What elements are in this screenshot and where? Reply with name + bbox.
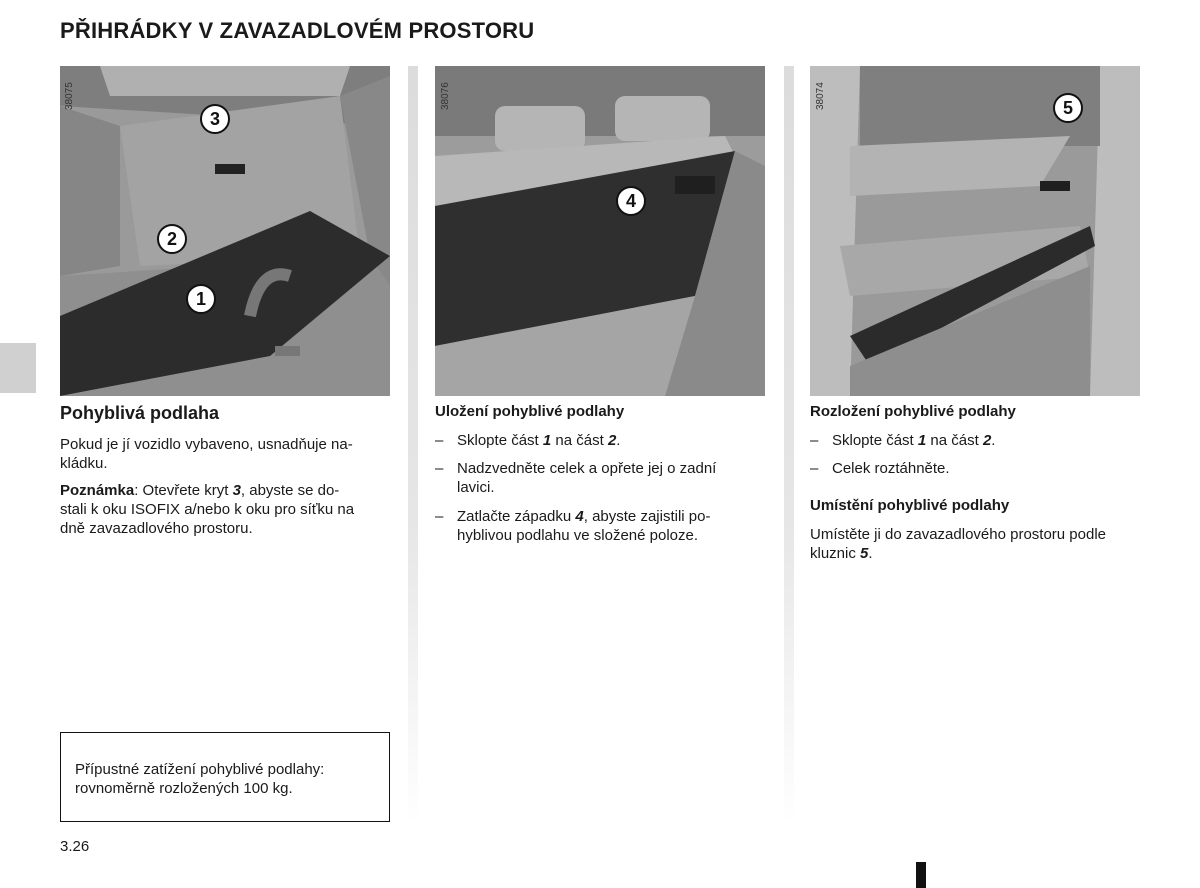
text-line: dně zavazadlového prostoru.	[60, 520, 253, 537]
callout-4: 4	[616, 186, 646, 216]
placement-paragraph	[810, 525, 1140, 563]
note-paragraph	[60, 481, 390, 538]
list-dash: –	[810, 432, 819, 449]
section-heading: Rozložení pohyblivé podlahy	[810, 403, 1016, 420]
list-dash: –	[435, 460, 444, 477]
list-dash: –	[435, 432, 444, 449]
callout-2: 2	[157, 224, 187, 254]
trunk-photo-3	[810, 66, 1140, 396]
note-label: Poznámka	[60, 482, 135, 499]
callout-3: 3	[200, 104, 230, 134]
list-item: – Sklopte část 1 na část 2.	[435, 432, 621, 449]
trunk-photo-2	[435, 66, 765, 396]
page-marker	[916, 862, 926, 888]
section-heading: Uložení pohyblivé podlahy	[435, 403, 625, 420]
section-heading: Umístění pohyblivé podlahy	[810, 497, 1010, 514]
list-item: – Nadzvedněte celek a opřete jej o zadní lavici.	[435, 460, 717, 496]
column-separator	[784, 66, 794, 826]
section-tab	[0, 343, 36, 393]
list-item: – Zatlačte západku 4, abyste zajistili po- hyblivou podlahu ve složené poloze.	[435, 508, 711, 544]
text-line: Pokud je jí vozidlo vybaveno, usnadňuje na-	[60, 436, 353, 453]
list-dash: –	[810, 460, 819, 477]
load-note-text: Přípustné zatížení pohyblivé podlahy: rovnoměrně rozložených 100 kg.	[75, 761, 325, 797]
text-line: Umístěte ji do zavazadlového prostoru podle	[810, 526, 1107, 543]
text-line: kluznic 5.	[810, 545, 873, 562]
list-item: – Celek roztáhněte.	[810, 460, 950, 477]
text-line: kládku.	[60, 455, 108, 472]
figure-code: 38075	[64, 82, 75, 110]
page-title: PŘIHRÁDKY V ZAVAZADLOVÉM PROSTORU	[60, 18, 535, 43]
text-line: stali k oku ISOFIX a/nebo k oku pro síťku na	[60, 501, 355, 518]
page-number: 3.26	[60, 838, 90, 855]
column-separator	[408, 66, 418, 826]
trunk-illustration-2	[435, 66, 765, 396]
section-heading: Pohyblivá podlaha	[60, 403, 220, 423]
intro-paragraph	[60, 435, 390, 473]
load-note-box	[60, 732, 390, 822]
ref-number: 3	[232, 482, 241, 499]
text-line: Poznámka: Otevřete kryt 3, abyste se do-	[60, 482, 340, 499]
trunk-illustration-3	[810, 66, 1140, 396]
figure-code: 38076	[440, 82, 451, 110]
list-item: – Sklopte část 1 na část 2.	[810, 432, 996, 449]
callout-5: 5	[1053, 93, 1083, 123]
list-dash: –	[435, 508, 444, 525]
figure-code: 38074	[815, 82, 826, 110]
callout-1: 1	[186, 284, 216, 314]
